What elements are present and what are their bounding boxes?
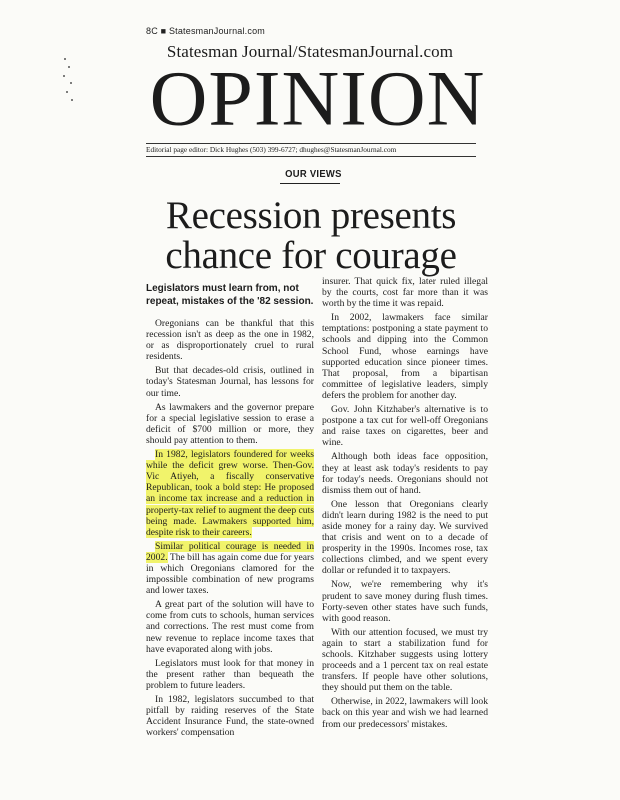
- article-column-left: [146, 283, 314, 738]
- paragraph: In 2002, lawmakers face similar temptations: postponing a state payment to schools and dipping into the Common School Fund, whose earnings have supported education since pioneer times. That proposal, from a bipartisan committee of legislative leaders, simply defers the problem for another day.: [322, 312, 488, 401]
- highlight: In 1982, legislators foundered for weeks while the deficit grew worse. Then-Gov. Vic Atiyeh, a fiscally conservative Republican, took a bold step: He proposed an income tax increase and a reduction in property-tax relief to augment the deep cuts being made. Lawmakers supported him, despite risk to their careers.: [146, 449, 314, 538]
- section-label-underline: [280, 183, 340, 184]
- paragraph: In 1982, legislators succumbed to that pitfall by raiding reserves of the State Accident Insurance Fund, the state-owned workers' compensation: [146, 694, 314, 739]
- paragraph: Although both ideas face opposition, they at least ask today's residents to pay for today's needs. Oregonians should not dismiss them out of hand.: [322, 451, 488, 496]
- section-label: OUR VIEWS: [285, 168, 342, 180]
- paragraph: But that decades-old crisis, outlined in today's Statesman Journal, has lessons for our time.: [146, 365, 314, 399]
- paragraph: Legislators must look for that money in the present rather than bequeath the problem to future leaders.: [146, 657, 314, 691]
- paragraph: Oregonians can be thankful that this recession isn't as deep as the one in 1982, or as disproportionately cruel to rural residents.: [146, 318, 314, 363]
- paragraph: A great part of the solution will have to come from cuts to schools, human services and corrections. The rest must come from new revenue to replace income taxes that have evaporated along with jobs.: [146, 599, 314, 655]
- editor-credit-line: Editorial page editor: Dick Hughes (503) 399-6727; dhughes@StatesmanJournal.com: [146, 145, 397, 154]
- paragraph: insurer. That quick fix, later ruled illegal by the courts, cost far more than it was worth by the time it was repaid.: [322, 276, 488, 310]
- article-headline: Recession presents chance for courage: [165, 194, 457, 277]
- masthead-title: OPINION: [149, 55, 486, 143]
- highlighted-paragraph: [146, 449, 314, 538]
- page-folio: 8C ■ StatesmanJournal.com: [146, 26, 265, 36]
- highlight: Similar political courage is needed in 2002.: [146, 540, 314, 563]
- paragraph: Now, we're remembering why it's prudent to save money during flush times. Forty-seven other states have such funds, with good reason.: [322, 579, 488, 624]
- paragraph: With our attention focused, we must try again to start a stabilization fund for schools. Kitzhaber suggests using lottery proceeds and a 1 percent tax on real estate transfers. If people have other solutions, they should put them on the table.: [322, 626, 488, 694]
- masthead-rule-bottom: [146, 156, 476, 157]
- scan-marks: [62, 58, 76, 108]
- paragraph: [146, 541, 314, 596]
- masthead-rule-top: [146, 143, 476, 144]
- paragraph: Otherwise, in 2022, lawmakers will look back on this year and wish we had learned from our predecessors' mistakes.: [322, 696, 488, 730]
- paragraph: Gov. John Kitzhaber's alternative is to postpone a tax cut for well-off Oregonians and raise taxes on cigarettes, beer and wine.: [322, 404, 488, 449]
- masthead-subtitle: Statesman Journal/StatesmanJournal.com: [166, 42, 454, 61]
- paragraph: As lawmakers and the governor prepare for a special legislative session to erase a deficit of $700 million or more, they should pay attention to them.: [146, 401, 314, 446]
- article-deck: Legislators must learn from, not repeat, mistakes of the '82 session.: [146, 283, 314, 307]
- article-column-right: [322, 276, 488, 730]
- paragraph: One lesson that Oregonians clearly didn't learn during 1982 is the need to put aside money for a rainy day. We survived that crisis and went on to a decade of prosperity in the 1990s. Incomes rose, tax collections climbed, and we spent every dollar or refunded it to taxpayers.: [322, 498, 488, 577]
- paragraph-continuation: The bill has again come due for years in which Oregonians clamored for the impossible combination of new programs and lower taxes.: [146, 551, 314, 597]
